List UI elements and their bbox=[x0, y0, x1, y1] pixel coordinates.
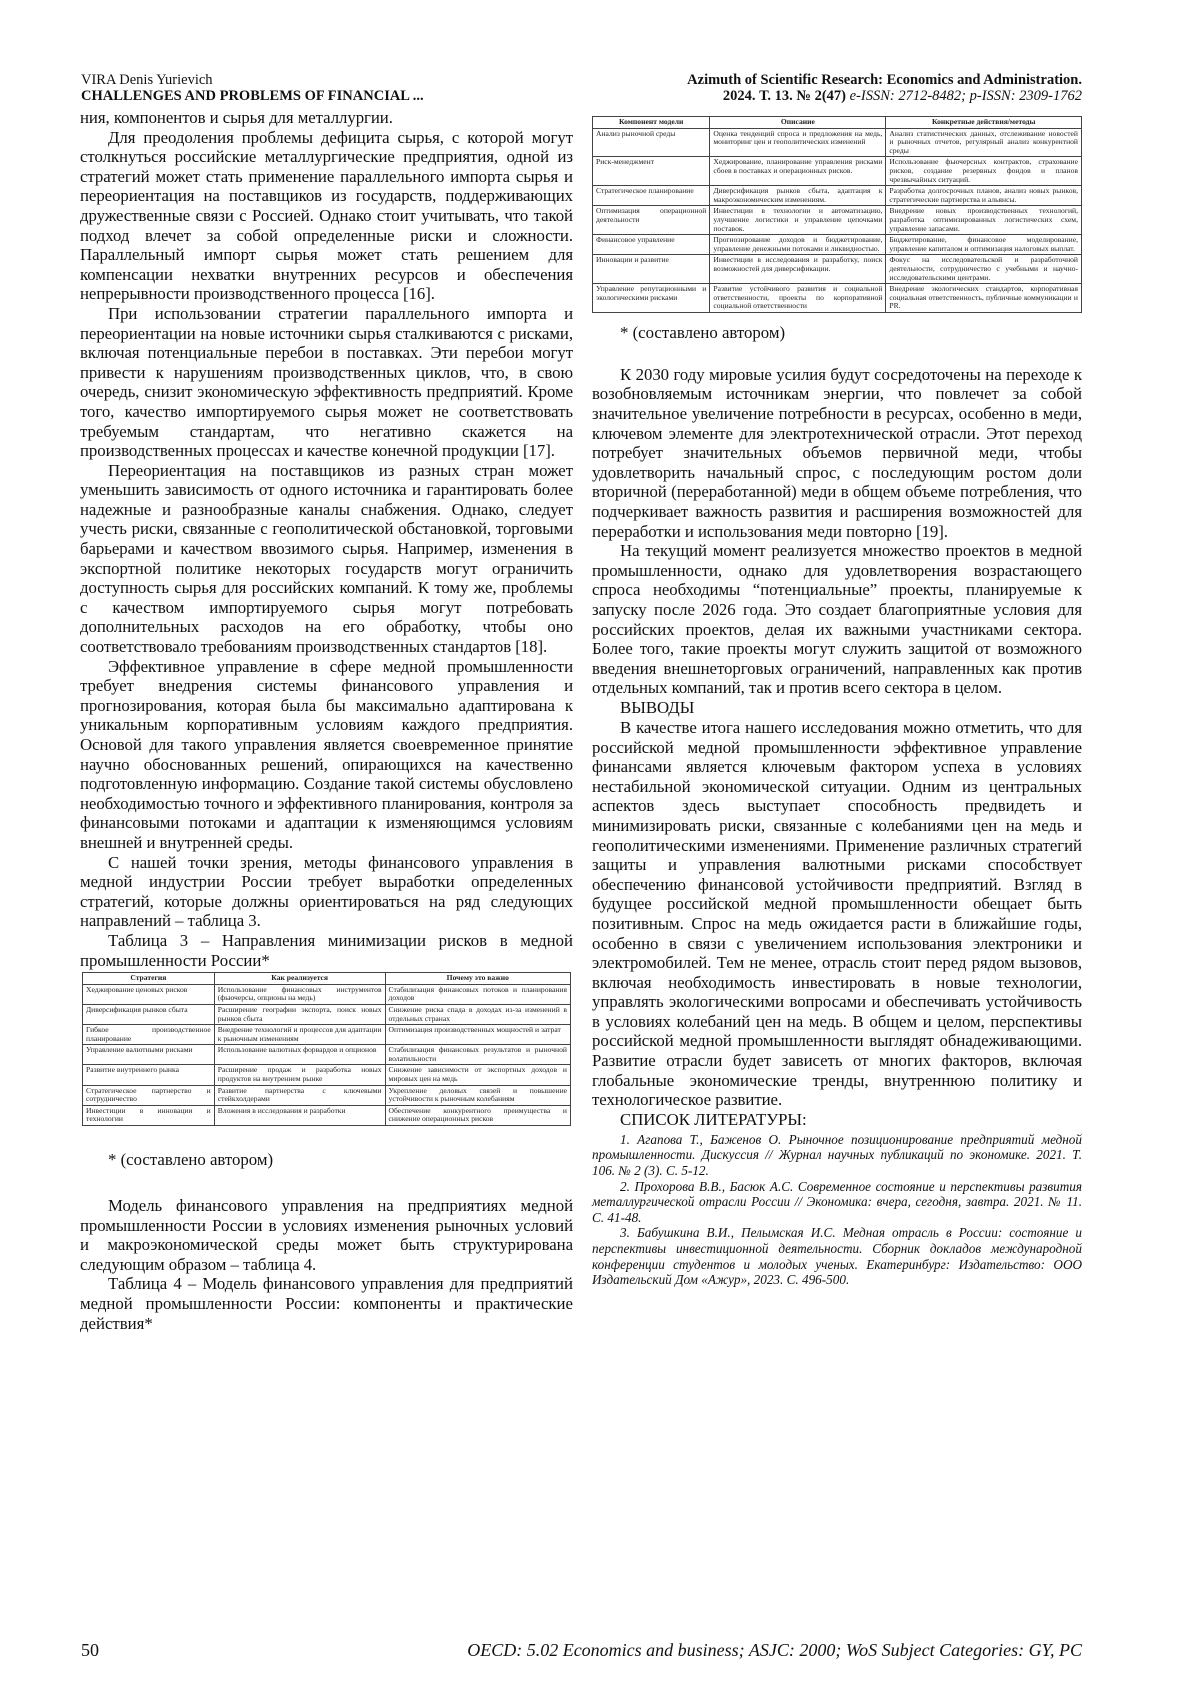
table-header-cell: Описание bbox=[710, 117, 886, 129]
table-row bbox=[83, 1085, 571, 1105]
paragraph: К 2030 году мировые усилия будут сосредоточены на переходе к возобновляемым источникам энергии, что повлечет за собой значительное увеличение потребности в ресурсах, особенно в меди, ключевом элементе для электротехнической отрасли. Этот переход потребует значительных объемов первичной меди, чтобы удовлетворить начальный спрос, с последующим ростом доли вторичной (переработанной) меди в общем объеме потребления, что подчеркивает важность развития и расширения возможностей для переработки и использования меди повторно [19]. bbox=[592, 364, 1082, 541]
table-cell: Финансовое управление bbox=[593, 235, 710, 255]
table-row bbox=[83, 1045, 571, 1065]
table-header-cell: Стратегия bbox=[83, 973, 215, 985]
table-cell: Расширение географии экспорта, поиск новых рынков сбыта bbox=[214, 1004, 385, 1024]
table-cell: Инвестиции в технологии и автоматизацию, улучшение логистики и управление цепочками поставок. bbox=[710, 206, 886, 235]
journal-issn: e-ISSN: 2712-8482; p-ISSN: 2309-1762 bbox=[846, 88, 1082, 104]
table-row bbox=[593, 235, 1082, 255]
table-row bbox=[83, 1025, 571, 1045]
running-header-left bbox=[81, 72, 501, 104]
page-number: 50 bbox=[81, 1640, 99, 1660]
paragraph: Модель финансового управления на предприятиях медной промышленности России в условиях изменения рыночных условий и макроэкономической среды может быть структурирована следующим образом – таблица 4. bbox=[80, 1196, 573, 1274]
table-cell: Хеджирование ценовых рисков bbox=[83, 984, 215, 1004]
table-header-cell: Как реализуется bbox=[214, 973, 385, 985]
table-cell: Инновации и развитие bbox=[593, 255, 710, 284]
article-short-title: CHALLENGES AND PROBLEMS OF FINANCIAL ... bbox=[81, 88, 424, 104]
paragraph: ния, компонентов и сырья для металлургии. bbox=[80, 108, 393, 127]
table-header-cell: Конкретные действия/методы bbox=[886, 117, 1082, 129]
table-cell: Снижение риска спада в доходах из-за изменений в отдельных странах bbox=[385, 1004, 570, 1024]
table-cell: Оптимизация операционной деятельности bbox=[593, 206, 710, 235]
table-row bbox=[83, 1004, 571, 1024]
table-cell: Внедрение экологических стандартов, корпоративная социальная ответственность, публичные коммуникации и PR. bbox=[886, 284, 1082, 313]
table-cell: Риск-менеджмент bbox=[593, 157, 710, 186]
table-cell: Внедрение новых производственных технологий, разработка оптимизированных логистических схем, управление запасами. bbox=[886, 206, 1082, 235]
table-header-cell: Компонент модели bbox=[593, 117, 710, 129]
paragraph: В качестве итога нашего исследования можно отметить, что для российской медной промышленности эффективное управление финансами является ключевым фактором успеха в условиях нестабильной экономической ситуации. Одним из центральных аспектов здесь выступает способность предвидеть и минимизировать риски, связанные с колебаниями цен на медь и геополитическими изменениями. Применение различных стратегий защиты и управления валютными рисками способствует обеспечению финансовой устойчивости предприятий. Взгляд в будущее российской медной промышленности обещает быть позитивным. Спрос на медь ожидается расти в ближайшие годы, особенно в связи с увеличением использования электроники и электромобилей. Тем не менее, отрасль стоит перед рядом вызовов, включая необходимость инвестировать в новые технологии, управлять экологическими вопросами и обеспечивать устойчивость в условиях колебаний цен на медь. В общем и целом, перспективы российской медной промышленности выглядят обнадеживающими. Развитие отрасли будет зависеть от многих факторов, включая глобальные экономические тренды, внутреннюю политику и технологическое развитие. bbox=[592, 717, 1082, 1110]
paragraph: При использовании стратегии параллельного импорта и переориентации на новые источники сырья сталкиваются с рисками, включая потенциальные перебои в поставках. Эти перебои могут привести к нарушениям производственных циклов, что, в свою очередь, снизит экономическую эффективность предприятий. Кроме того, качество импортируемого сырья может не соответствовать требуемым стандартам, что негативно скажется на производственных процессах и качестве конечной продукции [17]. bbox=[80, 303, 573, 461]
table-4-note: * (составлено автором) bbox=[620, 322, 786, 342]
table-cell: Обеспечение конкурентного преимущества и снижение операционных рисков bbox=[385, 1105, 570, 1125]
reference-list bbox=[592, 1132, 1082, 1288]
table-cell: Оценка тенденций спроса и предложения на медь, мониторинг цен и геополитических изменений bbox=[710, 128, 886, 157]
subject-classification: OECD: 5.02 Economics and business; ASJC: 2000; WoS Subject Categories: GY, PC bbox=[467, 1640, 1082, 1660]
table-cell: Развитие внутреннего рынка bbox=[83, 1065, 215, 1085]
table-cell: Гибкое производственное планирование bbox=[83, 1025, 215, 1045]
running-header-right bbox=[562, 72, 1082, 104]
paragraph: Эффективное управление в сфере медной промышленности требует внедрения системы финансового управления и прогнозирования, которая была бы максимально адаптирована к уникальным корпоративным условиям каждого предприятия. Основой для такого управления является своевременное принятие научно обоснованных решений, опирающихся на качественно подготовленную информацию. Создание такой системы обусловлено необходимостью точного и эффективного планирования, контроля за финансовыми потоками и адаптации к изменяющимся условиям внешней и внутренней среды. bbox=[80, 656, 573, 852]
table-3-caption: Таблица 3 – Направления минимизации рисков в медной промышленности России* bbox=[80, 930, 573, 970]
table-cell: Стабилизация финансовых результатов и рыночной волатильности bbox=[385, 1045, 570, 1065]
table-cell: Стратегическое партнерство и сотрудничество bbox=[83, 1085, 215, 1105]
table-cell: Фокус на исследовательской и разработочной деятельности, сотрудничество с учебными и научно-исследовательскими центрами. bbox=[886, 255, 1082, 284]
table-cell: Инвестиции в инновации и технологии bbox=[83, 1105, 215, 1125]
table-cell: Оптимизация производственных мощностей и затрат bbox=[385, 1025, 570, 1045]
table-4 bbox=[592, 116, 1082, 313]
table-cell: Использование фьючерсных контрактов, страхование рисков, создание резервных фондов и планов чрезвычайных ситуаций. bbox=[886, 157, 1082, 186]
table-cell: Хеджирование, планирование управления рисками сбоев в поставках и операционных рисков. bbox=[710, 157, 886, 186]
table-cell: Использование финансовых инструментов (фьючерсы, опционы на медь) bbox=[214, 984, 385, 1004]
paragraph: Переориентация на поставщиков из разных стран может уменьшить зависимость от одного источника и гарантировать более надежные и разнообразные каналы снабжения. Однако, следует учесть риски, связанные с геополитической обстановкой, торговыми барьерами и качеством ввозимого сырья. Например, изменения в экспортной политике некоторых государств могут ограничить доступность сырья для российских компаний. К тому же, проблемы с качеством импортируемого сырья могут потребовать дополнительных расходов на его обработку, чтобы оно соответствовало требованиям производственных стандартов [18]. bbox=[80, 460, 573, 657]
table-cell: Развитие партнерства с ключевыми стейкхолдерами bbox=[214, 1085, 385, 1105]
table-cell: Разработка долгосрочных планов, анализ новых рынков, стратегические партнерства и альянсы. bbox=[886, 186, 1082, 206]
table-cell: Использование валютных форвардов и опционов bbox=[214, 1045, 385, 1065]
table-cell: Развитие устойчивого развития и социальной ответственности, проекты по корпоративной социальной ответственности bbox=[710, 284, 886, 313]
table-header-cell: Почему это важно bbox=[385, 973, 570, 985]
journal-issue: 2024. Т. 13. № 2(47) bbox=[722, 88, 846, 104]
references-heading: СПИСОК ЛИТЕРАТУРЫ: bbox=[620, 1109, 807, 1129]
table-cell: Расширение продаж и разработка новых продуктов на внутреннем рынке bbox=[214, 1065, 385, 1085]
left-column bbox=[80, 108, 573, 1333]
table-cell: Анализ рыночной среды bbox=[593, 128, 710, 157]
table-row bbox=[593, 255, 1082, 284]
table-cell: Укрепление деловых связей и повышение устойчивости к рыночным колебаниям bbox=[385, 1085, 570, 1105]
paragraph: На текущий момент реализуется множество проектов в медной промышленности, однако для удовлетворения возрастающего спроса необходимы “потенциальные” проекты, планируемые к запуску после 2026 года. Это создает благоприятные условия для российских проектов, делая их важными участниками сектора. Более того, такие проекты могут служить защитой от возможного введения внешнеторговых ограничений, направленных как против отдельных компаний, так и против всего сектора в целом. bbox=[592, 541, 1082, 698]
table-cell: Вложения в исследования и разработки bbox=[214, 1105, 385, 1125]
table-row bbox=[83, 984, 571, 1004]
table-row bbox=[593, 206, 1082, 235]
table-cell: Анализ статистических данных, отслеживание новостей и рыночных отчетов, регулярный анализ конкурентной среды bbox=[886, 128, 1082, 157]
reference-item: 1. Агапова Т., Баженов О. Рыночное позиционирование предприятий медной промышленности. Дискуссия // Журнал научных публикаций по экономике. 2021. Т. 106. № 2 (3). С. 5-12. bbox=[592, 1131, 1082, 1179]
table-4-caption: Таблица 4 – Модель финансового управления для предприятий медной промышленности России: компоненты и практические действия* bbox=[80, 1274, 573, 1333]
table-cell: Управление репутационными и экологическими рисками bbox=[593, 284, 710, 313]
table-row bbox=[593, 157, 1082, 186]
right-column bbox=[592, 108, 1082, 1288]
table-3-note: * (составлено автором) bbox=[108, 1150, 274, 1170]
conclusions-heading: ВЫВОДЫ bbox=[620, 697, 695, 717]
reference-item: 3. Бабушкина В.И., Пелымская И.С. Медная отрасль в России: состояние и перспективы инвестиционной деятельности. Сборник докладов международной конференции студентов и молодых ученых. Екатеринбург: Издательство: ООО Издательский Дом «Ажур», 2023. С. 496-500. bbox=[592, 1225, 1082, 1288]
table-cell: Диверсификация рынков сбыта, адаптация к макроэкономическим изменениям. bbox=[710, 186, 886, 206]
table-row bbox=[83, 1105, 571, 1125]
table-cell: Бюджетирование, финансовое моделирование, управление капиталом и оптимизация налоговых выплат. bbox=[886, 235, 1082, 255]
table-3 bbox=[82, 972, 571, 1126]
table-cell: Стратегическое планирование bbox=[593, 186, 710, 206]
table-row bbox=[593, 186, 1082, 206]
table-cell: Прогнозирование доходов и бюджетирование, управление денежными потоками и ликвидностью. bbox=[710, 235, 886, 255]
table-row bbox=[83, 1065, 571, 1085]
paragraph: С нашей точки зрения, методы финансового управления в медной индустрии России требует выработки определенных стратегий, которые должны ориентироваться на ряд следующих направлений – таблица 3. bbox=[80, 852, 573, 931]
table-row bbox=[593, 284, 1082, 313]
table-row bbox=[593, 128, 1082, 157]
table-cell: Управление валютными рисками bbox=[83, 1045, 215, 1065]
paragraph: Для преодоления проблемы дефицита сырья, с которой могут столкнуться российские металлургические предприятия, одной из стратегий может стать применение параллельного импорта сырья и переориентация на поставщиков из государств, поддерживающих дружественные связи с Россией. Однако стоит учитывать, что такой подход влечет за собой определенные риски и сложности. Параллельный импорт сырья может стать решением для компенсации нехватки внутренних ресурсов и обеспечения непрерывности производственного процесса [16]. bbox=[80, 127, 573, 304]
journal-title: Azimuth of Scientific Research: Economics and Administration. bbox=[687, 72, 1082, 88]
reference-item: 2. Прохорова В.В., Басюк А.С. Современное состояние и перспективы развития металлургической отрасли России // Экономика: вчера, сегодня, завтра. 2021. № 11. С. 41-48. bbox=[592, 1178, 1082, 1225]
table-cell: Диверсификация рынков сбыта bbox=[83, 1004, 215, 1024]
table-cell: Внедрение технологий и процессов для адаптации к рыночным изменениям bbox=[214, 1025, 385, 1045]
table-cell: Инвестиции в исследования и разработку, поиск возможностей для диверсификации. bbox=[710, 255, 886, 284]
table-cell: Снижение зависимости от экспортных доходов и мировых цен на медь bbox=[385, 1065, 570, 1085]
author-name: VIRA Denis Yurievich bbox=[81, 72, 213, 88]
table-cell: Стабилизация финансовых потоков и планирования доходов bbox=[385, 984, 570, 1004]
